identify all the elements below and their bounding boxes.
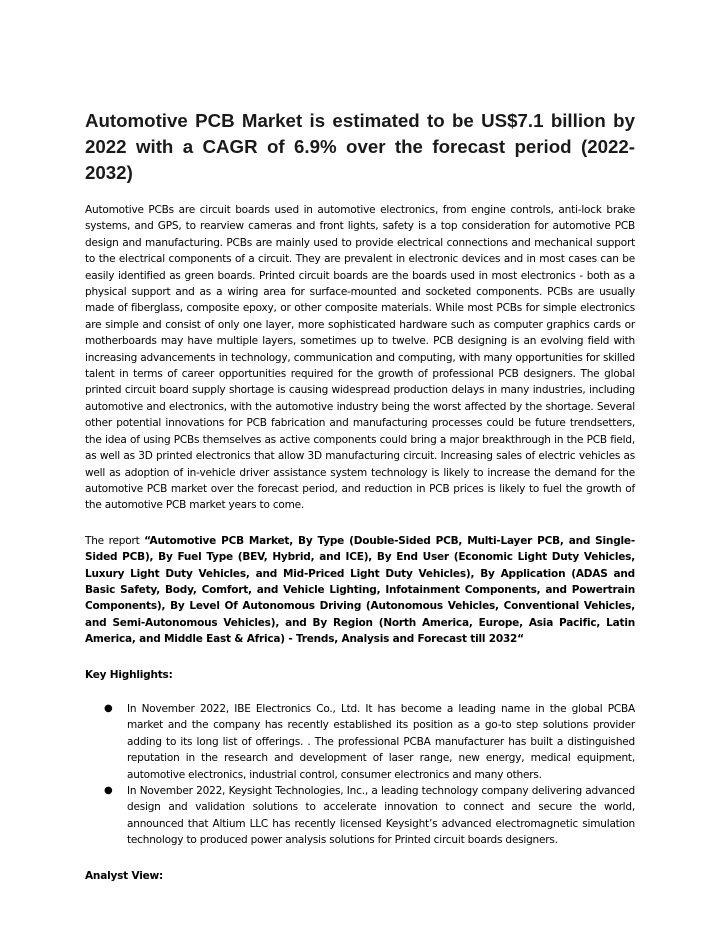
report-paragraph bbox=[85, 533, 635, 648]
bullet-icon: ● bbox=[104, 785, 113, 796]
list-item bbox=[85, 783, 635, 849]
key-highlights-heading: Key Highlights: bbox=[85, 668, 173, 681]
list-item bbox=[85, 701, 635, 783]
report-title: “Automotive PCB Market, By Type (Double-Sided PCB, Multi-Layer PCB, and Single-Sided PCB), By Fuel Type (BEV, Hybrid, and ICE), By End User (Economic Light Duty Vehicles, Luxury Light Duty Vehicles, and Mid-Priced Light Duty Vehicles), By Application (ADAS and Basic Safety, Body, Comfort, and Vehicle Lighting, Infotainment Components, and Powertrain Components), By Level Of Autonomous Driving (Autonomous Vehicles, Conventional Vehicles, and Semi-Autonomous Vehicles), and By Region (North America, Europe, Asia Pacific, Latin America, and Middle East & Africa) - Trends, Analysis and Forecast till 2032“ bbox=[85, 534, 636, 646]
analyst-view-heading: Analyst View: bbox=[85, 869, 164, 882]
report-prefix: The report bbox=[85, 534, 145, 547]
intro-paragraph: Automotive PCBs are circuit boards used in automotive electronics, from engine controls, anti-lock brake systems, and GPS, to rearview cameras and front lights, safety is a top consideration for automotive PCB design and manufacturing. PCBs are mainly used to provide electrical connections and mechanical support to the electrical components of a circuit. They are prevalent in electronic devices and in most cases can be easily identified as green boards. Printed circuit boards are the boards used in most electronics - both as a physical support and as a wiring area for surface-mounted and socketed components. PCBs are usually made of fiberglass, composite epoxy, or other composite materials. While most PCBs for simple electronics are simple and consist of only one layer, more sophisticated hardware such as computer graphics cards or motherboards may have multiple layers, sometimes up to twelve. PCB designing is an evolving field with increasing advancements in technology, communication and computing, with many opportunities for skilled talent in terms of career opportunities required for the growth of professional PCB designers. The global printed circuit board supply shortage is causing widespread production delays in many industries, including automotive and electronics, with the automotive industry being the worst affected by the shortage. Several other potential innovations for PCB fabrication and manufacturing processes could be future trendsetters, the idea of using PCBs themselves as active components could bring a major breakthrough in the PCB field, as well as 3D printed electronics that allow 3D manufacturing circuit. Increasing sales of electric vehicles as well as adoption of in-vehicle driver assistance system technology is likely to increase the demand for the automotive PCB market over the forecast period, and reduction in PCB prices is likely to fuel the growth of the automotive PCB market years to come. bbox=[85, 204, 635, 512]
highlight-text: In November 2022, IBE Electronics Co., Ltd. It has become a leading name in the global PCBA market and the company has recently established its position as a go-to step solutions provider adding to its long list of offerings. . The professional PCBA manufacturer has built a distinguished reputation in the research and development of laser range, new energy, medical equipment, automotive electronics, industrial control, consumer electronics and many others. bbox=[127, 702, 635, 781]
document-page bbox=[85, 108, 635, 902]
highlight-text: In November 2022, Keysight Technologies, Inc., a leading technology company delivering advanced design and validation solutions to accelerate innovation to connect and secure the world, announced that Altium LLC has recently licensed Keysight’s advanced electromagnetic simulation technology to produced power analysis solutions for Printed circuit boards designers. bbox=[127, 785, 635, 847]
document-title: Automotive PCB Market is estimated to be US$7.1 billion by 2022 with a CAGR of 6.9% over the forecast period (2022-2032) bbox=[85, 110, 635, 183]
bullet-icon: ● bbox=[104, 702, 113, 714]
highlights-list bbox=[85, 701, 635, 849]
